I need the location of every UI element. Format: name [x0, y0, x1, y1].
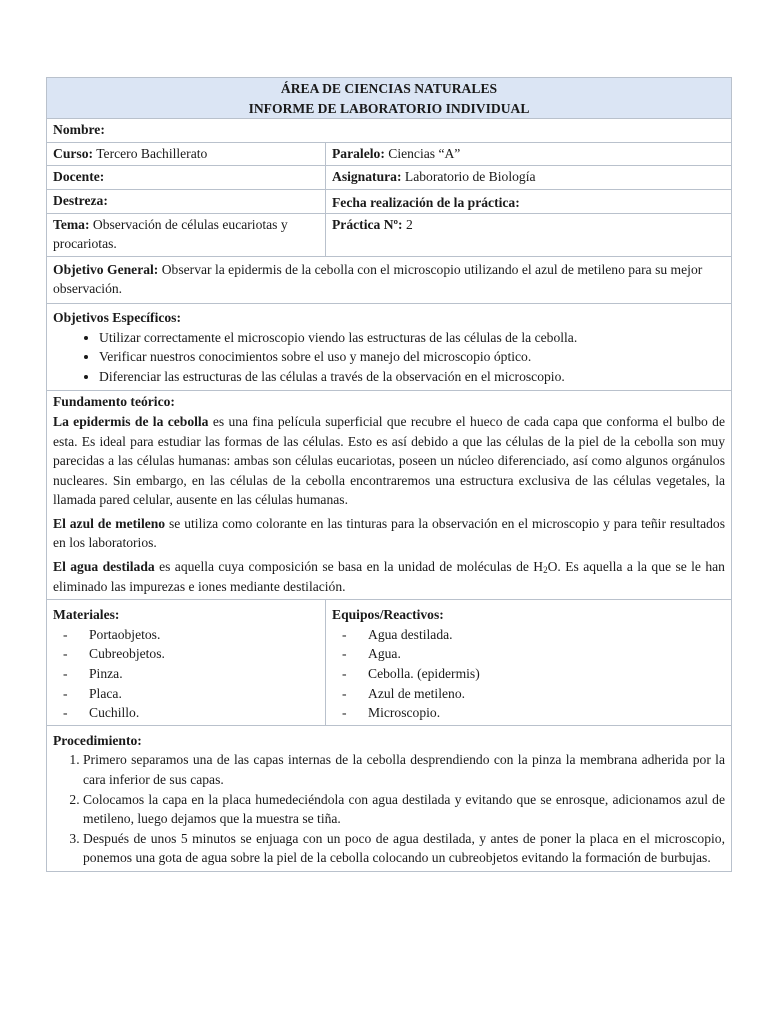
objetivo-general-label: Objetivo General:	[53, 261, 159, 277]
equipos-list	[332, 625, 725, 723]
asignatura-value: Laboratorio de Biología	[404, 169, 536, 185]
report-header	[47, 78, 732, 119]
paralelo-label: Paralelo:	[332, 145, 385, 161]
docente-row	[47, 166, 732, 190]
nombre-label: Nombre:	[53, 122, 105, 138]
list-item: - Placa.	[89, 684, 319, 704]
fundamento-cell	[47, 391, 732, 600]
paralelo-cell	[326, 142, 732, 166]
list-item: - Cebolla. (epidermis)	[368, 664, 725, 684]
procedure-step: 3. Después de unos 5 minutos se enjuaga con un poco de agua destilada, y antes de poner la placa en el microscopio, ponemos una gota de agua sobre la piel de la cebolla colocando un cubreobjetos evitando la formación de burbujas.	[83, 829, 725, 868]
header-row	[47, 78, 732, 119]
agua-text-a: es aquella cuya composición se basa en la unidad de moléculas de H	[159, 559, 544, 575]
procedimiento-label: Procedimiento:	[53, 732, 142, 748]
fundamento-paragraph-epidermis	[53, 412, 725, 510]
header-area-title: ÁREA DE CIENCIAS NATURALES	[280, 81, 498, 96]
list-item: - Portaobjetos.	[89, 625, 319, 645]
nombre-row	[47, 119, 732, 143]
docente-cell	[47, 166, 326, 190]
procedimiento-cell	[47, 725, 732, 871]
list-item: - Agua.	[368, 644, 725, 664]
practica-label: Práctica Nº:	[332, 216, 403, 232]
agua-text-b: O. Es aquella a la que se le han eliminado las impurezas e iones mediante destilación.	[53, 559, 725, 594]
tema-row	[47, 213, 732, 256]
lab-report-table	[46, 77, 732, 872]
objetivo-general-cell	[47, 256, 732, 303]
objetivos-especificos-row	[47, 303, 732, 390]
docente-label: Docente:	[53, 169, 105, 185]
destreza-row	[47, 189, 732, 213]
objetivos-especificos-label: Objetivos Específicos:	[53, 309, 181, 325]
nombre-cell	[47, 119, 732, 143]
equipos-label: Equipos/Reactivos:	[332, 607, 444, 623]
list-item: - Pinza.	[89, 664, 319, 684]
agua-term: El agua destilada	[53, 559, 155, 575]
destreza-cell	[47, 189, 326, 213]
list-item: - Cuchillo.	[89, 703, 319, 723]
objetivos-especificos-cell	[47, 303, 732, 390]
fecha-cell	[326, 189, 732, 213]
materiales-cell	[47, 600, 326, 726]
epidermis-term: La epidermis de la cebolla	[53, 413, 209, 429]
fundamento-label: Fundamento teórico:	[53, 394, 175, 410]
curso-label: Curso:	[53, 145, 94, 161]
asignatura-cell	[326, 166, 732, 190]
objetivo-general-row	[47, 256, 732, 303]
fundamento-paragraph-metileno	[53, 514, 725, 553]
curso-row	[47, 142, 732, 166]
procedure-step: 1. Primero separamos una de las capas internas de la cebolla desprendiendo con la pinza la membrana adherida por la cara inferior de sus capas.	[83, 750, 725, 789]
tema-label: Tema:	[53, 216, 90, 232]
materiales-row	[47, 600, 732, 726]
practica-cell	[326, 213, 732, 256]
list-item: • Verificar nuestros conocimientos sobre el uso y manejo del microscopio óptico.	[99, 347, 725, 367]
metileno-text: se utiliza como colorante en las tinturas para la observación en el microscopio y para teñir resultados en los laboratorios.	[53, 515, 725, 551]
tema-value: Observación de células eucariotas y procariotas.	[53, 216, 288, 252]
materiales-list	[53, 625, 319, 723]
destreza-label: Destreza:	[53, 192, 108, 208]
objetivos-especificos-list	[53, 328, 725, 387]
epidermis-text: es una fina película superficial que recubre el hueco de cada capa que conforma el bulbo de esta. Es ideal para estudiar las formas de las células. Esto es así debido a que las células de la piel de la cebolla son muy parecidas a las células humanas: ambas son células eucariotas, poseen un núcleo diferenciado, así como algunos orgánulos nucleares. Sin embargo, en las células de la cebolla encontraremos una estructura exclusiva de las células vegetales, la llamada pared celular, ausente en las células humanas.	[53, 413, 725, 508]
practica-value: 2	[405, 216, 413, 232]
header-report-title: INFORME DE LABORATORIO INDIVIDUAL	[248, 100, 530, 116]
list-item: - Cubreobjetos.	[89, 644, 319, 664]
curso-value: Tercero Bachillerato	[96, 145, 208, 161]
equipos-cell	[326, 600, 732, 726]
list-item: • Diferenciar las estructuras de las células a través de la observación en el microscopio.	[99, 367, 725, 387]
agua-subscript: 2	[543, 565, 548, 576]
list-item: - Azul de metileno.	[368, 684, 725, 704]
curso-cell	[47, 142, 326, 166]
list-item: • Utilizar correctamente el microscopio viendo las estructuras de las células de la cebolla.	[99, 328, 725, 348]
metileno-term: El azul de metileno	[53, 515, 166, 531]
list-item: - Agua destilada.	[368, 625, 725, 645]
fundamento-row	[47, 391, 732, 600]
objetivo-general-text: Observar la epidermis de la cebolla con el microscopio utilizando el azul de metileno para su mejor observación.	[53, 261, 703, 297]
tema-cell	[47, 213, 326, 256]
procedimiento-row	[47, 725, 732, 871]
paralelo-value: Ciencias “A”	[388, 145, 461, 161]
list-item: - Microscopio.	[368, 703, 725, 723]
fecha-label: Fecha realización de la práctica:	[332, 194, 520, 210]
fundamento-paragraph-agua	[53, 557, 725, 596]
materiales-label: Materiales:	[53, 607, 120, 623]
asignatura-label: Asignatura:	[332, 169, 402, 185]
procedimiento-list	[53, 750, 725, 868]
procedure-step: 2. Colocamos la capa en la placa humedeciéndola con agua destilada y evitando que se enrosque, adicionamos azul de metileno, luego dejamos que la muestra se tiña.	[83, 790, 725, 829]
